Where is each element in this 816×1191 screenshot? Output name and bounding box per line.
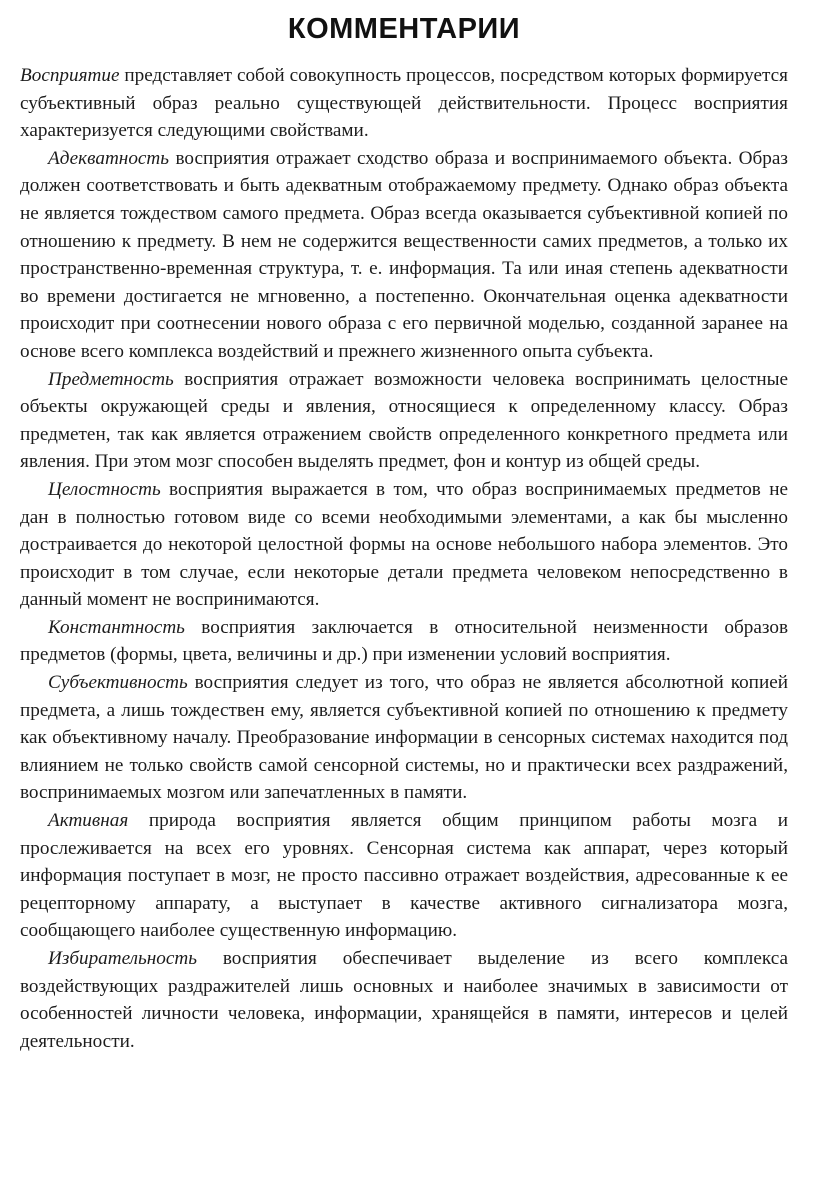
paragraph-text: восприятия заключается в относительной неизменности образов предметов (формы, цвета, величины и др.) при изменении условий восприятия. [20, 616, 788, 666]
paragraph-subjectivity [20, 669, 788, 807]
paragraph-text: восприятия отражает сходство образа и воспринимаемого объекта. Образ должен соответствовать и быть адекватным отображаемому предмету. Однако образ объекта не является тождеством самого предмета. Образ всегда оказывается субъективной копией по отношению к предмету. В нем не содержится вещественности самих предметов, а только их пространственно-временная структура, т. е. информация. Та или иная степень адекватности во времени достигается не мгновенно, а постепенно. Окончательная оценка адекватности происходит при соотнесении нового образа с его первичной моделью, созданной заранее на основе всего комплекса воздействий и прежнего жизненного опыта субъекта. [20, 147, 788, 362]
term-perception: Восприятие [20, 65, 120, 86]
term-adequacy: Адекватность [48, 147, 170, 169]
paragraph-text: природа восприятия является общим принципом работы мозга и прослеживается на всех его уровнях. Сенсорная система как аппарат, через который информация поступает в мозг, не просто пассивно отражает воздействия, адресованные к ее рецепторному аппарату, а выступает в качестве активного сигнализатора мозга, сообщающего наиболее существенную информацию. [20, 810, 788, 942]
term-objectivity: Предметность [48, 368, 174, 390]
paragraph-constancy [20, 614, 788, 669]
paragraph-text: восприятия отражает возможности человека воспринимать целостные объекты окружающей среды и явления, относящиеся к определенному классу. Образ предметен, так как является отражением свойств определенного конкретного предмета или явления. При этом мозг способен выделять предмет, фон и контур из общей среды. [20, 368, 788, 473]
paragraph-text: восприятия обеспечивает выделение из всего комплекса воздействующих раздражителей лишь основных и наиболее значимых в зависимости от особенностей личности человека, информации, хранящейся в памяти, интересов и целей деятельности. [20, 948, 788, 1052]
paragraph-text: представляет собой совокупность процессов, посредством которых формируется субъективный образ реально существующей действительности. Процесс восприятия характеризуется следующими свойствами. [20, 65, 788, 142]
term-integrity: Целостность [48, 478, 161, 500]
paragraph-text: восприятия выражается в том, что образ воспринимаемых предметов не дан в полностью готовом виде со всеми необходимыми элементами, а как бы мысленно достраивается до некоторой целостной формы на основе небольшого набора элементов. Это происходит в том случае, если некоторые детали предмета человеком непосредственно в данный момент не воспринимаются. [20, 478, 788, 611]
paragraph-text: восприятия следует из того, что образ не является абсолютной копией предмета, а лишь тождествен ему, является субъективной копией по отношению к предмету как объективному началу. Преобразование информации в сенсорных системах находится под влиянием не только свойств самой сенсорной системы, но и практически всех раздражений, воспринимаемых мозгом или запечатленных в памяти. [20, 672, 788, 804]
paragraph-selectivity [20, 945, 788, 1055]
paragraph-objectivity [20, 366, 788, 476]
page-title: КОММЕНТАРИИ [287, 13, 521, 45]
paragraph-perception [20, 62, 788, 145]
paragraph-adequacy [20, 145, 788, 366]
term-subjectivity: Субъективность [48, 672, 188, 694]
paragraph-integrity [20, 476, 788, 614]
term-active: Активная [48, 810, 129, 832]
term-constancy: Константность [48, 616, 185, 638]
term-selectivity: Избирательность [48, 948, 197, 969]
paragraph-active [20, 807, 788, 945]
